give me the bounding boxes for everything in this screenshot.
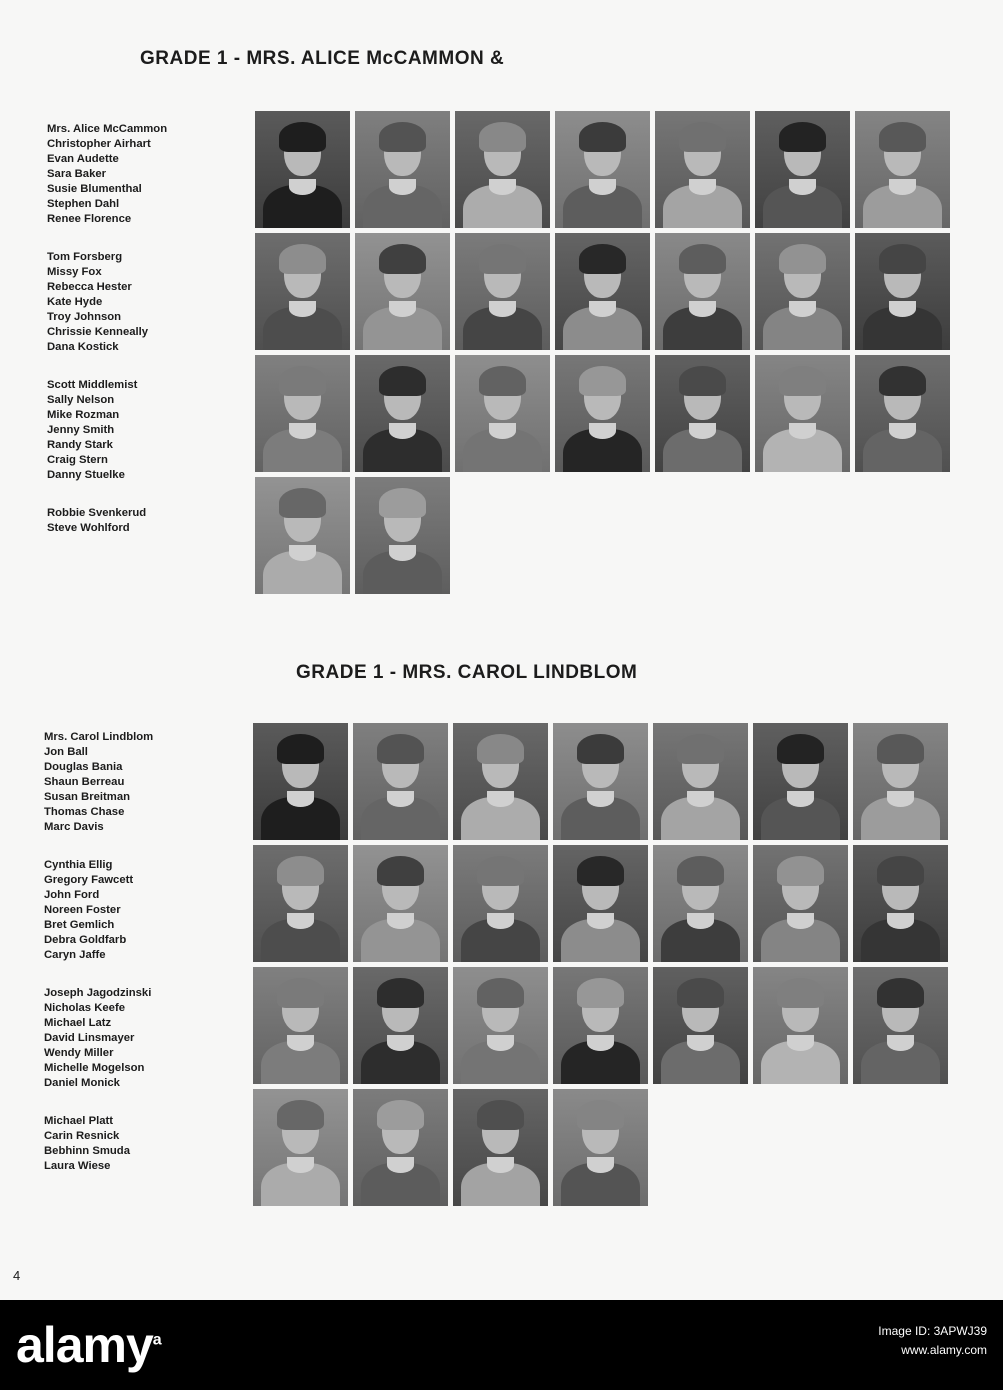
- portrait-photo: [253, 845, 348, 962]
- student-name: Jon Ball: [44, 746, 88, 758]
- portrait-hair: [379, 244, 426, 274]
- portrait-photo: [255, 233, 350, 350]
- student-name: Susan Breitman: [44, 791, 131, 803]
- student-name: Sally Nelson: [47, 394, 115, 406]
- portrait-photo: [855, 233, 950, 350]
- portrait-photo: [255, 355, 350, 472]
- portrait-photo: [355, 111, 450, 228]
- portrait-hair: [879, 244, 926, 274]
- portrait-hair: [777, 978, 824, 1008]
- image-url: www.alamy.com: [901, 1343, 987, 1357]
- portrait-collar: [589, 301, 616, 317]
- portrait-collar: [889, 423, 916, 439]
- portrait-hair: [477, 1100, 524, 1130]
- portrait-hair: [577, 734, 624, 764]
- student-name: Caryn Jaffe: [44, 949, 106, 961]
- portrait-hair: [477, 734, 524, 764]
- portrait-collar: [389, 179, 416, 195]
- portrait-hair: [679, 366, 726, 396]
- portrait-collar: [387, 791, 414, 807]
- portrait-hair: [577, 1100, 624, 1130]
- student-name: Michael Latz: [44, 1017, 112, 1029]
- portrait-collar: [389, 545, 416, 561]
- portrait-photo: [755, 111, 850, 228]
- portrait-photo: [653, 723, 748, 840]
- section2-name-list: [44, 730, 153, 1197]
- portrait-collar: [387, 1157, 414, 1173]
- student-name: Daniel Monick: [44, 1077, 120, 1089]
- portrait-photo: [653, 967, 748, 1084]
- portrait-photo: [555, 233, 650, 350]
- name-group: [47, 250, 167, 355]
- portrait-hair: [777, 856, 824, 886]
- portrait-hair: [279, 244, 326, 274]
- portrait-collar: [389, 423, 416, 439]
- portrait-hair: [577, 856, 624, 886]
- portrait-hair: [779, 122, 826, 152]
- portrait-photo: [853, 723, 948, 840]
- student-name: Bret Gemlich: [44, 919, 115, 931]
- student-name: Debra Goldfarb: [44, 934, 127, 946]
- portrait-collar: [589, 423, 616, 439]
- name-group: [44, 730, 153, 835]
- portrait-hair: [277, 734, 324, 764]
- portrait-collar: [889, 301, 916, 317]
- portrait-photo: [453, 1089, 548, 1206]
- portrait-collar: [487, 913, 514, 929]
- name-group: [44, 858, 153, 963]
- portrait-collar: [887, 913, 914, 929]
- portrait-collar: [287, 1157, 314, 1173]
- portrait-collar: [587, 913, 614, 929]
- name-group: [47, 506, 167, 536]
- portrait-hair: [377, 856, 424, 886]
- portrait-collar: [589, 179, 616, 195]
- portrait-photo: [855, 111, 950, 228]
- student-name: David Linsmayer: [44, 1032, 135, 1044]
- portrait-photo: [853, 845, 948, 962]
- student-name: Evan Audette: [47, 153, 119, 165]
- portrait-photo: [753, 845, 848, 962]
- portrait-collar: [587, 1157, 614, 1173]
- portrait-hair: [377, 978, 424, 1008]
- portrait-photo: [653, 845, 748, 962]
- section1-name-list: [47, 122, 167, 559]
- student-name: Marc Davis: [44, 821, 104, 833]
- portrait-collar: [787, 1035, 814, 1051]
- student-name: Scott Middlemist: [47, 379, 138, 391]
- portrait-hair: [277, 978, 324, 1008]
- portrait-collar: [489, 301, 516, 317]
- portrait-hair: [579, 366, 626, 396]
- portrait-photo: [455, 355, 550, 472]
- section2-title: GRADE 1 - MRS. CAROL LINDBLOM: [296, 662, 638, 683]
- portrait-photo: [355, 477, 450, 594]
- student-name: Bebhinn Smuda: [44, 1145, 130, 1157]
- portrait-hair: [477, 978, 524, 1008]
- portrait-hair: [877, 856, 924, 886]
- portrait-photo: [655, 111, 750, 228]
- portrait-photo: [253, 967, 348, 1084]
- student-name: Thomas Chase: [44, 806, 125, 818]
- student-name: Tom Forsberg: [47, 251, 123, 263]
- student-name: Jenny Smith: [47, 424, 115, 436]
- student-name: Wendy Miller: [44, 1047, 114, 1059]
- portrait-hair: [279, 488, 326, 518]
- portrait-hair: [579, 244, 626, 274]
- portrait-photo: [655, 233, 750, 350]
- student-name: Christopher Airhart: [47, 138, 151, 150]
- portrait-hair: [679, 244, 726, 274]
- student-name: Carin Resnick: [44, 1130, 120, 1142]
- student-name: Randy Stark: [47, 439, 113, 451]
- portrait-hair: [877, 734, 924, 764]
- student-name: Shaun Berreau: [44, 776, 125, 788]
- portrait-hair: [279, 366, 326, 396]
- image-id: Image ID: 3APWJ39: [878, 1324, 987, 1338]
- student-name: Douglas Bania: [44, 761, 123, 773]
- portrait-hair: [879, 366, 926, 396]
- portrait-hair: [477, 856, 524, 886]
- student-name: Sara Baker: [47, 168, 107, 180]
- portrait-hair: [779, 244, 826, 274]
- section1-title: GRADE 1 - MRS. ALICE McCAMMON &: [140, 48, 505, 69]
- portrait-photo: [853, 967, 948, 1084]
- portrait-hair: [479, 366, 526, 396]
- portrait-collar: [689, 301, 716, 317]
- portrait-collar: [687, 791, 714, 807]
- portrait-hair: [479, 244, 526, 274]
- portrait-photo: [455, 233, 550, 350]
- portrait-photo: [253, 723, 348, 840]
- portrait-photo: [353, 723, 448, 840]
- portrait-collar: [887, 791, 914, 807]
- student-name: Chrissie Kenneally: [47, 326, 149, 338]
- student-name: Craig Stern: [47, 454, 108, 466]
- portrait-photo: [753, 967, 848, 1084]
- portrait-collar: [487, 791, 514, 807]
- portrait-collar: [789, 423, 816, 439]
- student-name: Renee Florence: [47, 213, 132, 225]
- portrait-hair: [377, 734, 424, 764]
- student-name: Troy Johnson: [47, 311, 122, 323]
- portrait-photo: [355, 233, 450, 350]
- student-name: Gregory Fawcett: [44, 874, 134, 886]
- portrait-photo: [455, 111, 550, 228]
- portrait-collar: [387, 1035, 414, 1051]
- portrait-hair: [277, 1100, 324, 1130]
- portrait-photo: [755, 233, 850, 350]
- portrait-photo: [453, 967, 548, 1084]
- portrait-photo: [355, 355, 450, 472]
- portrait-photo: [753, 723, 848, 840]
- portrait-collar: [289, 301, 316, 317]
- portrait-collar: [487, 1157, 514, 1173]
- portrait-photo: [353, 1089, 448, 1206]
- portrait-collar: [387, 913, 414, 929]
- student-name: Stephen Dahl: [47, 198, 120, 210]
- name-group: [47, 122, 167, 227]
- name-group: [44, 986, 153, 1091]
- student-name: Kate Hyde: [47, 296, 103, 308]
- portrait-hair: [677, 856, 724, 886]
- portrait-collar: [787, 791, 814, 807]
- portrait-collar: [889, 179, 916, 195]
- name-group: [44, 1114, 153, 1174]
- student-name: Mike Rozman: [47, 409, 120, 421]
- portrait-collar: [687, 1035, 714, 1051]
- portrait-photo: [553, 967, 648, 1084]
- student-name: Noreen Foster: [44, 904, 121, 916]
- portrait-photo: [255, 111, 350, 228]
- portrait-collar: [887, 1035, 914, 1051]
- portrait-hair: [479, 122, 526, 152]
- portrait-photo: [755, 355, 850, 472]
- student-name: Joseph Jagodzinski: [44, 987, 152, 999]
- portrait-photo: [655, 355, 750, 472]
- portrait-hair: [277, 856, 324, 886]
- student-name: Cynthia Ellig: [44, 859, 113, 871]
- student-name: Missy Fox: [47, 266, 102, 278]
- portrait-hair: [377, 1100, 424, 1130]
- alamy-logo: alamy$^a$: [16, 1317, 161, 1373]
- student-name: Mrs. Alice McCammon: [47, 123, 168, 135]
- portrait-photo: [253, 1089, 348, 1206]
- portrait-collar: [587, 791, 614, 807]
- student-name: Mrs. Carol Lindblom: [44, 731, 154, 743]
- portrait-collar: [689, 423, 716, 439]
- portrait-photo: [255, 477, 350, 594]
- portrait-collar: [789, 179, 816, 195]
- portrait-hair: [879, 122, 926, 152]
- portrait-hair: [379, 488, 426, 518]
- portrait-collar: [487, 1035, 514, 1051]
- portrait-hair: [777, 734, 824, 764]
- image-meta: [878, 1322, 987, 1360]
- portrait-collar: [489, 179, 516, 195]
- portrait-collar: [489, 423, 516, 439]
- page-number: 4: [13, 1268, 21, 1283]
- student-name: John Ford: [44, 889, 100, 901]
- portrait-collar: [789, 301, 816, 317]
- portrait-collar: [287, 1035, 314, 1051]
- portrait-photo: [553, 1089, 648, 1206]
- portrait-hair: [379, 366, 426, 396]
- portrait-photo: [553, 723, 648, 840]
- portrait-collar: [289, 545, 316, 561]
- portrait-hair: [679, 122, 726, 152]
- student-name: Dana Kostick: [47, 341, 119, 353]
- student-name: Laura Wiese: [44, 1160, 111, 1172]
- portrait-collar: [287, 791, 314, 807]
- portrait-photo: [453, 845, 548, 962]
- student-name: Michelle Mogelson: [44, 1062, 145, 1074]
- student-name: Susie Blumenthal: [47, 183, 142, 195]
- student-name: Robbie Svenkerud: [47, 507, 147, 519]
- portrait-collar: [787, 913, 814, 929]
- portrait-collar: [289, 423, 316, 439]
- portrait-hair: [779, 366, 826, 396]
- portrait-collar: [587, 1035, 614, 1051]
- portrait-hair: [279, 122, 326, 152]
- portrait-hair: [677, 734, 724, 764]
- portrait-collar: [389, 301, 416, 317]
- watermark-footer: [0, 1300, 1003, 1390]
- portrait-photo: [353, 967, 448, 1084]
- portrait-hair: [577, 978, 624, 1008]
- portrait-hair: [379, 122, 426, 152]
- portrait-hair: [877, 978, 924, 1008]
- student-name: Steve Wohlford: [47, 522, 130, 534]
- portrait-hair: [677, 978, 724, 1008]
- portrait-collar: [287, 913, 314, 929]
- name-group: [47, 378, 167, 483]
- portrait-photo: [855, 355, 950, 472]
- portrait-photo: [555, 355, 650, 472]
- portrait-photo: [553, 845, 648, 962]
- student-name: Rebecca Hester: [47, 281, 132, 293]
- portrait-photo: [555, 111, 650, 228]
- portrait-collar: [289, 179, 316, 195]
- portrait-collar: [689, 179, 716, 195]
- portrait-collar: [687, 913, 714, 929]
- student-name: Nicholas Keefe: [44, 1002, 125, 1014]
- portrait-photo: [353, 845, 448, 962]
- portrait-photo: [453, 723, 548, 840]
- student-name: Michael Platt: [44, 1115, 114, 1127]
- student-name: Danny Stuelke: [47, 469, 125, 481]
- portrait-hair: [579, 122, 626, 152]
